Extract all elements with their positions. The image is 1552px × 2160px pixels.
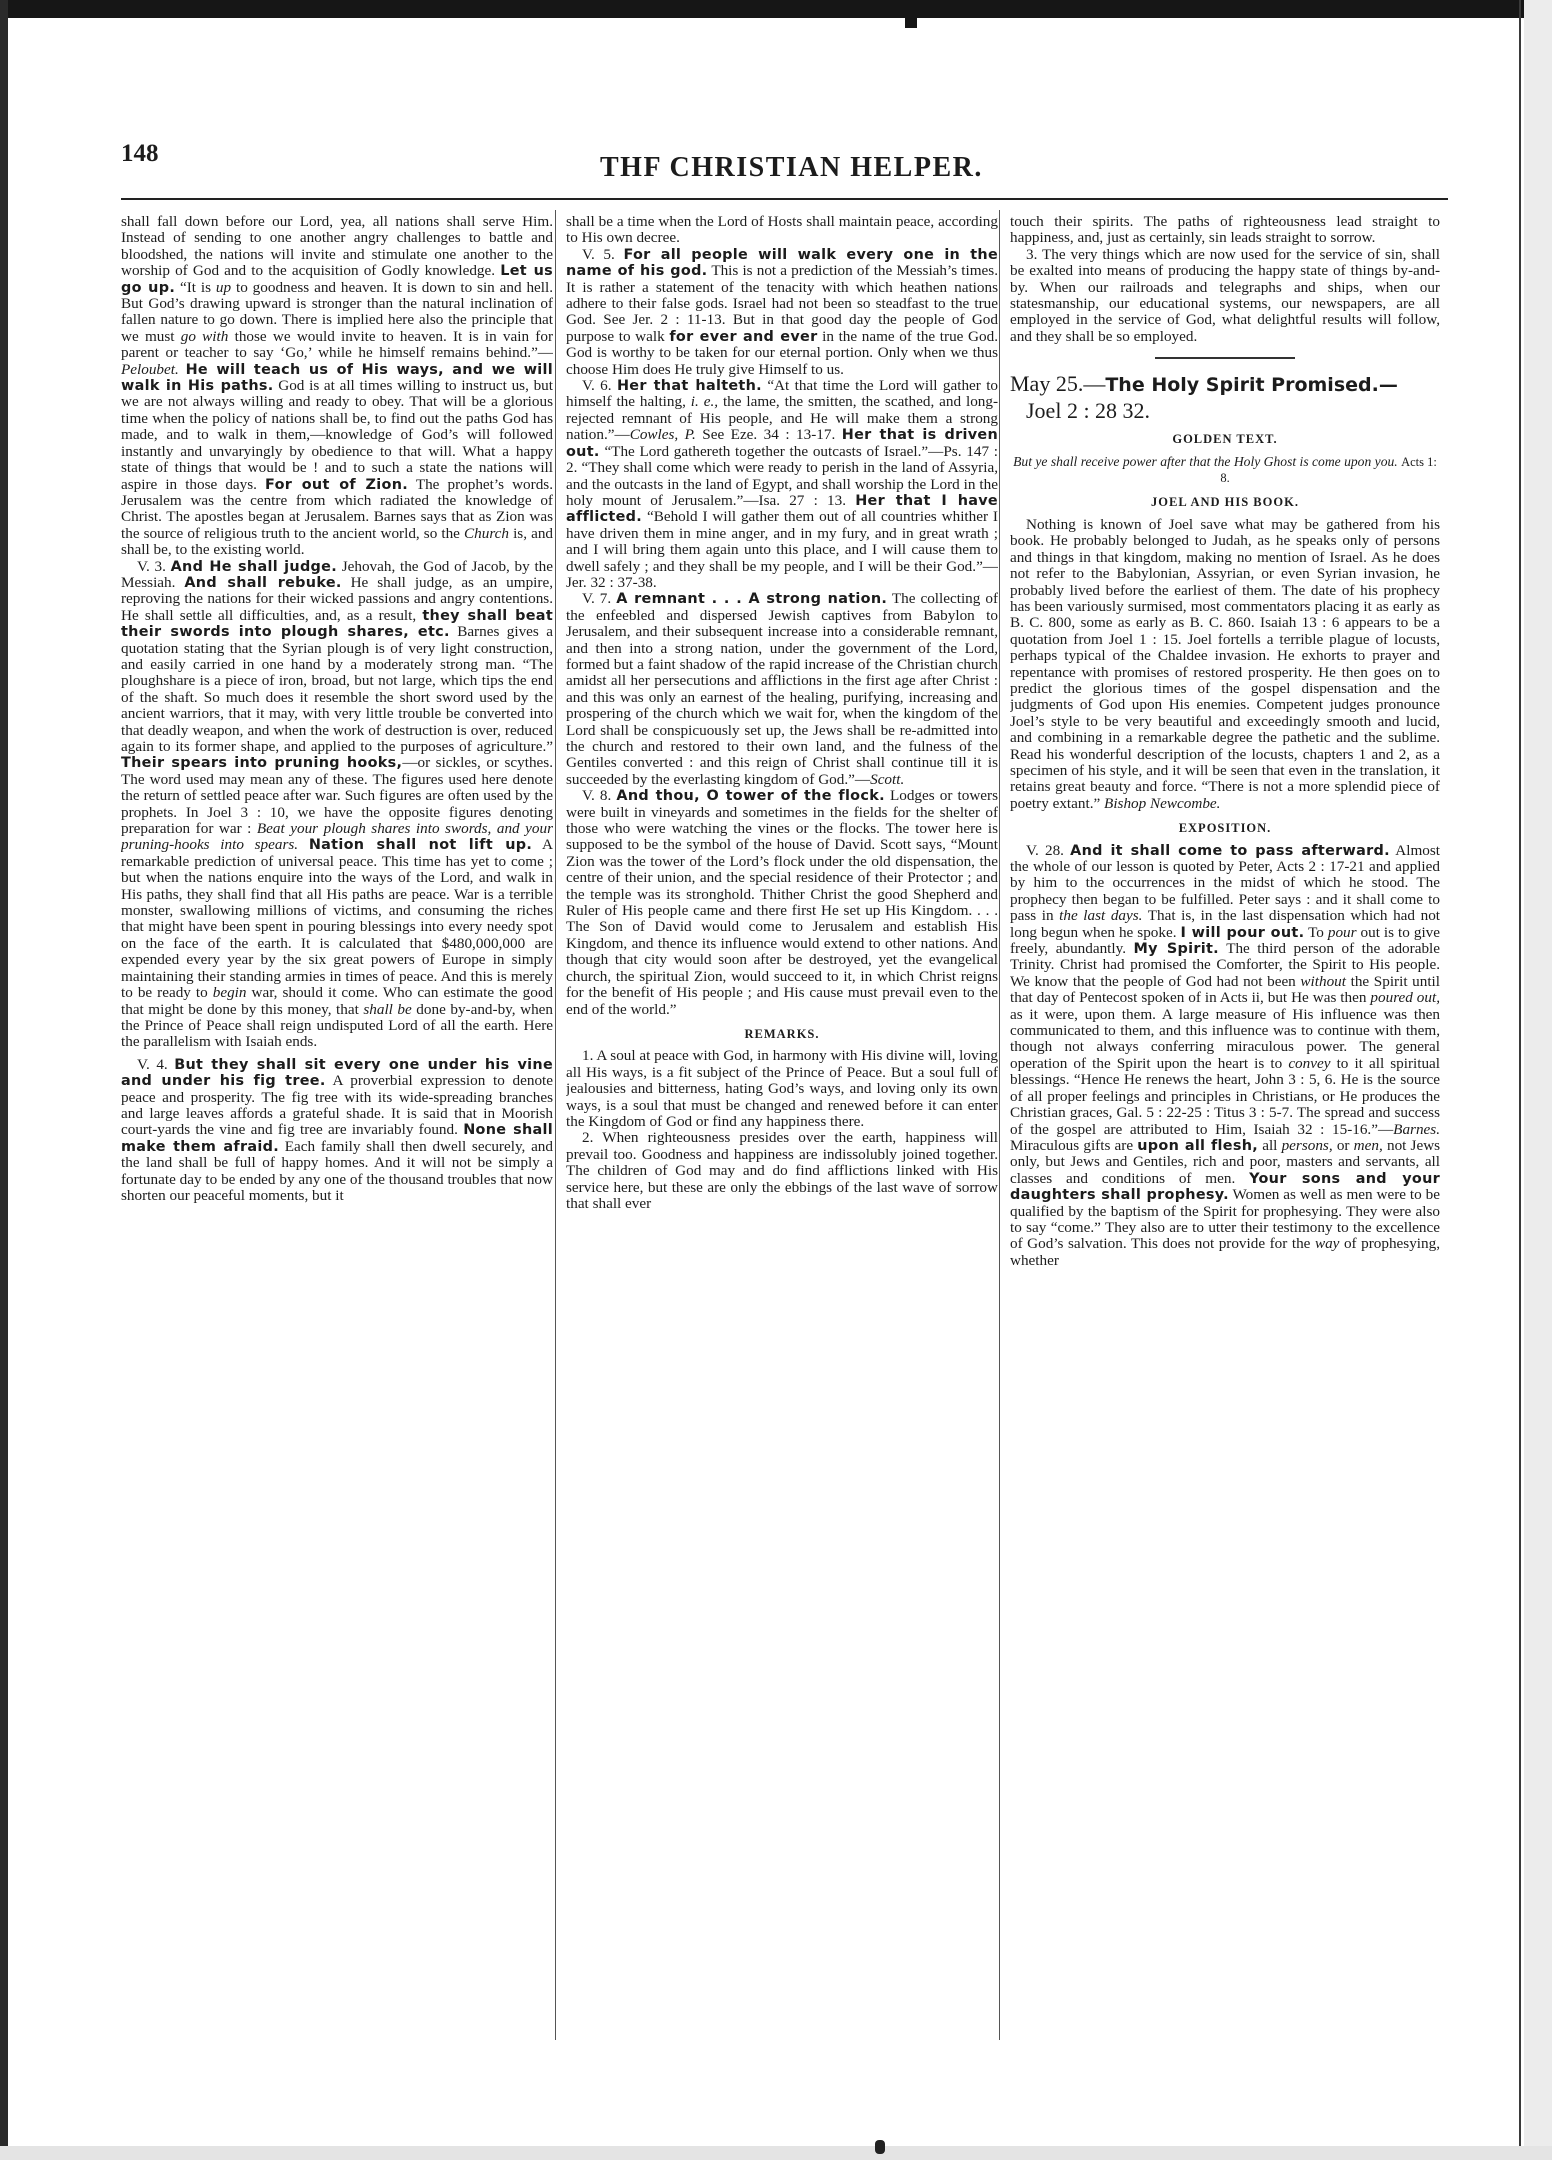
- header-rule: [121, 198, 1448, 200]
- paragraph: V. 5. For all people will walk every one in the name of his god. This is not a prediction of the Messiah’s times. It is rather a statement of the tenacity with which heathen nations adhere to their false gods. Israel had not been so steadfast to the true God. See Jer. 2 : 11-13. But in that good day the people of God purpose to walk for ever and ever in the name of the true God. God is worthy to be taken for our eternal portion. Only when we thus choose Him does He truly give Himself to us.: [566, 245, 998, 378]
- column-1: [121, 214, 553, 2024]
- paragraph: shall fall down before our Lord, yea, all nations shall serve Him. Instead of sending to one another angry challenges to battle and bloodshed, the nations will invite and stimulate one another to the worship of God and to the acquisition of Godly knowledge. Let us go up. “It is up to goodness and heaven. It is down to sin and hell. But God’s drawing upward is stronger than the natural inclination of fallen nature to go down. There is implied here also the principle that we must go with those we would invite to heaven. It is in vain for parent or teacher to say ‘Go,’ while he himself remains behind.”—Peloubet. He will teach us of His ways, and we will walk in His paths. God is at all times willing to instruct us, but we are not always willing and ready to obey. That will be a glorious time when the policy of nations shall be, to find out the paths God has made, and to walk in them,—knowledge of God’s will followed instantly and unvaryingly by obedience to that will. What a happy state of things that would be ! and to such a state the nations will aspire in those days. For out of Zion. The prophet’s words. Jerusalem was the centre from which radiated the knowledge of Christ. The apostles began at Jerusalem. Barnes says that as Zion was the source of religious truth to the ancient world, so the Church is, and shall be, to the existing world.: [121, 214, 553, 559]
- running-head: THF CHRISTIAN HELPER.: [600, 152, 983, 183]
- paragraph: V. 3. And He shall judge. Jehovah, the God of Jacob, by the Messiah. And shall rebuke. He shall judge, as an umpire, reproving the nations for their wicked passions and angry contentions. He shall settle all difficulties, and, as a result, they shall beat their swords into plough shares, etc. Barnes gives a quotation stating that the Syrian plough is of very light construction, and easily carried in one hand by a moderately strong man. “The ploughshare is a piece of iron, broad, but not large, which tips the end of the shaft. So much does it resemble the short sword used by the ancient warriors, that it may, with very little trouble be converted into that deadly weapon, and when the work of destruction is over, reduced again to its former shape, and applied to the purposes of agriculture.” Their spears into pruning hooks,—or sickles, or scythes. The word used may mean any of these. The figures used here denote the return of settled peace after war. Such figures are often used by the prophets. In Joel 3 : 10, we have the opposite figures denoting preparation for war : Beat your plough shares into swords, and your pruning-hooks into spears. Nation shall not lift up. A remarkable prediction of universal peace. This time has yet to come ; but when the nations enquire into the ways of the Lord, and walk in His paths, they shall find that all His paths are peace. War is a terrible monster, swallowing millions of victims, and consuming the riches that might have been spent in pouring blessings into every needy spot on the face of the earth. It is calculated that $480,000,000 are expended every year by the six great powers of Europe in simply maintaining their standing armies in times of peace. And this is merely to be ready to begin war, should it come. Who can estimate the good that might be done by this money, that shall be done by-and-by, when the Prince of Peace shall reign undisputed Lord of all the earth. Here the parallelism with Isaiah ends.: [121, 557, 553, 1051]
- paragraph: 3. The very things which are now used for the service of sin, shall be exalted into means of producing the happy state of things by-and-by. When our railroads and telegraphs and ships, when our statesmanship, our educational systems, our newspapers, are all employed in the service of God, what delightful results will follow, and they shall be so employed.: [1010, 245, 1440, 345]
- section-separator: [1155, 357, 1295, 359]
- paragraph: 1. A soul at peace with God, in harmony with His divine will, loving all His ways, is a fit subject of the Prince of Peace. But a soul full of jealousies and bitterness, hating God’s ways, and loving only its own ways, is a soul that must be changed and renewed before it can enter the Kingdom of God or find any happiness there.: [566, 1047, 998, 1130]
- section-heading-joel-and-his-book: JOEL AND HIS BOOK.: [1151, 495, 1299, 510]
- paragraph: 2. When righteousness presides over the earth, happiness will prevail too. Goodness and happiness are indissolubly joined together. The children of God may and do find afflictions linked with His service here, but these are only the ebbings of the last wave of sorrow that shall ever: [566, 1129, 998, 1212]
- paragraph: shall be a time when the Lord of Hosts shall maintain peace, according to His own decree.: [566, 214, 998, 247]
- paragraph: V. 28. And it shall come to pass afterward. Almost the whole of our lesson is quoted by Peter, Acts 2 : 17-21 and applied by him to the occurrences in the midst of which he stood. The prophecy then began to be fulfilled. Peter says : and it shall come to pass in the last days. That is, in the last dispensation which had not long begun when he spoke. I will pour out. To pour out is to give freely, abundantly. My Spirit. The third person of the adorable Trinity. Christ had promised the Comforter, the Spirit to His people. We know that the people of God had not been without the Spirit until that day of Pentecost spoken of in Acts ii, but He was then poured out, as it were, upon them. A large measure of His influence was then communicated to them, and this influence was to continue with them, though not always conferring miraculous power. The general operation of the Spirit upon the heart is to convey to it all spiritual blessings. “Hence He renews the heart, John 3 : 5, 6. He is the source of all proper feelings and principles in Christians, or He produces the Christian graces, Gal. 5 : 22-25 : Titus 3 : 5-7. The spread and success of the gospel are attributed to Him, Isaiah 32 : 15-16.”—Barnes. Miraculous gifts are upon all flesh, all persons, or men, not Jews only, but Jews and Gentiles, rich and poor, masters and servants, all classes and conditions of men. Your sons and your daughters shall prophesy. Women as well as men were to be qualified by the baptism of the Spirit for prophesying. They were also to say “come.” They also are to utter their testimony to the excellence of God’s salvation. This does not provide for the way of prophesying, whether: [1010, 841, 1440, 1269]
- paragraph: Nothing is known of Joel save what may be gathered from his book. He probably belonged to Judah, as he speaks only of persons and things in that kingdom, making no mention of Israel. As he does not refer to the Babylonian, Assyrian, or even Syrian invasion, he probably lived before the earliest of them. The date of his prophecy has been variously surmised, most commentators placing it as early as B. C. 800, some as early as B. C. 860. Isaiah 13 : 6 appears to be a quotation from Joel 1 : 15. Joel fortells a terrible plague of locusts, perhaps typical of the Chaldee invasion. He exhorts to prayer and repentance with promises of restored prosperity. He then goes on to predict the glorious times of the gospel dispensation and the judgments of God upon His enemies. Competent judges pronounce Joel’s style to be very beautiful and exceedingly smooth and lucid, and combining in a remarkable degree the pathetic and the sublime. Read his wonderful description of the locusts, chapters 1 and 2, as a specimen of his style, and it will be seen that even in the translation, it retains great beauty and force. “There is not a more splendid piece of poetry extant.” Bishop Newcombe.: [1010, 515, 1440, 812]
- paragraph: V. 7. A remnant . . . A strong nation. The collecting of the enfeebled and dispersed Jewish captives from Babylon to Jerusalem, and their subsequent increase into a considerable remnant, and then into a strong nation, under the government of the Lord, formed but a faint shadow of the rapid increase of the Christian church amidst all her persecutions and afflictions in the first age after Christ : and this was only an earnest of the healing, purifying, increasing and prospering of the church which we wait for, when the kingdom of the Lord shall be conspicuously set up, the Jews shall be re-admitted into the church and restored to their own land, and the fulness of the Gentiles converted : and this reign of Christ shall continue till it is succeeded by the everlasting kingdom of God.”—Scott.: [566, 590, 998, 788]
- scan-bottom-mark: [875, 2140, 885, 2154]
- column-2: [566, 214, 998, 2024]
- scan-bottom-border: [0, 2146, 1552, 2160]
- page-number: 148: [121, 140, 159, 167]
- section-heading-golden-text: GOLDEN TEXT.: [1172, 432, 1278, 447]
- paragraph: V. 8. And thou, O tower of the flock. Lodges or towers were built in vineyards and sometimes in the fields for the shelter of those who were watching the vines or the flocks. The tower here is supposed to be the symbol of the house of David. Scott says, “Mount Zion was the tower of the Lord’s flock under the old dispensation, the centre of their union, and the special residence of their Protector ; and the temple was its stronghold. Thither Christ the good Shepherd and Ruler of His people came and there first He set up His Kingdom. . . . The Son of David would come to Jerusalem and establish His Kingdom, and thence its influence would extend to other nations. And though that city would soon after be destroyed, yet the evangelical church, the spiritual Zion, would succeed to it, in which Christ reigns for the benefit of His people ; and His cause must prevail even to the end of the world.”: [566, 787, 998, 1018]
- section-heading-exposition: EXPOSITION.: [1178, 821, 1272, 836]
- column-divider-2: [999, 210, 1000, 2040]
- column-3: [1010, 214, 1440, 2024]
- lesson-heading: May 25.—The Holy Spirit Promised.— Joel 2 : 28 32.: [1010, 371, 1398, 424]
- paragraph: V. 4. But they shall sit every one under his vine and under his fig tree. A proverbial expression to denote peace and prosperity. The fig tree with its wide-spreading branches and large leaves affords a grateful shade. It is said that in Moorish court-yards the vine and fig tree are invariably found. None shall make them afraid. Each family shall then dwell securely, and the land shall be full of happy homes. And it will not be simply a fortunate day to be ended by any one of the thousand troubles that now shorten our peaceful moments, but it: [121, 1055, 553, 1204]
- paragraph: V. 6. Her that halteth. “At that time the Lord will gather to himself the halting, i. e., the lame, the smitten, the scathed, and long-rejected remnant of His people, and He will make them a strong nation.”—Cowles, P. See Eze. 34 : 13-17. Her that is driven out. “The Lord gathereth together the outcasts of Israel.”—Ps. 147 : 2. “They shall come which were ready to perish in the land of Assyria, and the outcasts in the land of Egypt, and shall worship the Lord in the holy mount of Jerusalem.”—Isa. 27 : 13. Her that I have afflicted. “Behold I will gather them out of all countries whither I have driven them in mine anger, and in my fury, and in great wrath ; and I will bring them again unto this place, and I will cause them to dwell safely ; and they shall be my people, and I will be their God.”—Jer. 32 : 37-38.: [566, 377, 998, 591]
- scan-left-border: [0, 0, 8, 2160]
- scan-top-border: [0, 0, 1552, 18]
- column-divider-1: [555, 210, 556, 2040]
- paragraph: touch their spirits. The paths of righteousness lead straight to happiness, and, just as certainly, sin leads straight to sorrow.: [1010, 214, 1440, 247]
- scan-right-edge-line: [1519, 0, 1521, 2160]
- scan-right-margin: [1524, 0, 1552, 2160]
- scan-top-notch: [905, 18, 917, 28]
- golden-text-quote: But ye shall receive power after that the Holy Ghost is come upon you. Acts 1: 8.: [1013, 453, 1437, 486]
- section-heading-remarks: REMARKS.: [744, 1026, 820, 1041]
